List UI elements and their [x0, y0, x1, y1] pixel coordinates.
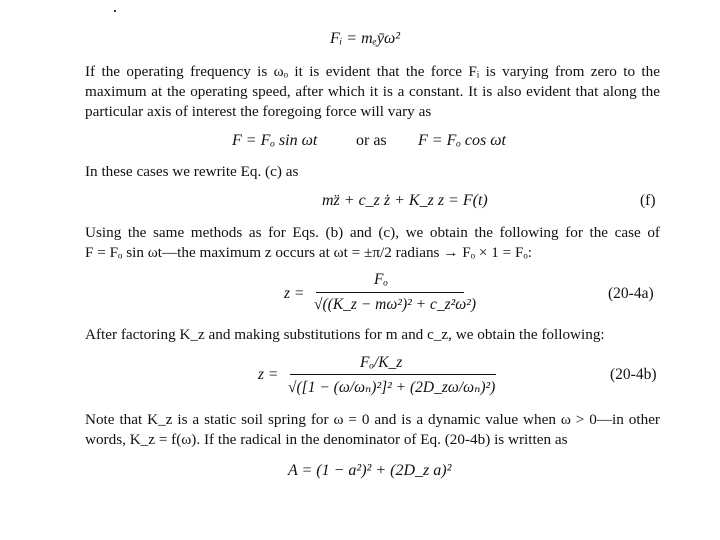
text-line: If the operating frequency is ωₒ it is evident that the force Fᵢ is varying from zero to the — [85, 63, 660, 80]
fraction-bar — [290, 374, 496, 375]
text-line: Note that K_z is a static soil spring for ω = 0 and is a dynamic value when ω > 0—in other — [85, 411, 660, 428]
text-line: In these cases we rewrite Eq. (c) as — [85, 163, 299, 180]
fraction-bar — [316, 292, 464, 293]
equation-force-sin: F = Fₒ sin ωt — [232, 132, 318, 149]
equation-force-cos: F = Fₒ cos ωt — [418, 132, 506, 149]
text-line: words, K_z = f(ω). If the radical in the denominator of Eq. (20-4b) is written as — [85, 431, 568, 448]
equation-lhs: z = — [258, 366, 279, 383]
equation-number: (20-4b) — [610, 366, 657, 383]
scan-speck — [114, 10, 116, 12]
fraction-denominator: √([1 − (ω/ωₙ)²]² + (2D_zω/ωₙ)²) — [288, 379, 496, 396]
equation-number: (f) — [640, 192, 656, 209]
text-line: F = Fₒ sin ωt—the maximum z occurs at ωt = ±π/2 radians → Fₒ × 1 = Fₒ: — [85, 244, 533, 261]
paragraph-operating-frequency — [85, 62, 660, 122]
text-line: After factoring K_z and making substitutions for m and c_z, we obtain the following: — [85, 326, 605, 343]
paragraph-factoring — [85, 325, 660, 345]
paragraph-methods — [85, 223, 660, 263]
text-line: Using the same methods as for Eqs. (b) and (c), we obtain the following for the case of — [85, 224, 660, 241]
equation-motion: mz̈ + c_z ż + K_z z = F(t) — [322, 192, 488, 209]
text-line: particular axis of interest the foregoing force will vary as — [85, 103, 432, 120]
fraction-numerator: Fₒ/K_z — [360, 354, 403, 371]
equation-number: (20-4a) — [608, 285, 654, 302]
equation-connector: or as — [356, 132, 387, 149]
paragraph-rewrite — [85, 162, 660, 182]
equation-lhs: z = — [284, 285, 305, 302]
equation-inertia-force: Fᵢ = mₑȳω² — [330, 30, 401, 47]
fraction-denominator: √((K_z − mω²)² + c_z²ω²) — [314, 296, 477, 313]
text-line: maximum at the operating speed, after which it is a constant. It is also evident that along the — [85, 83, 660, 100]
fraction-numerator: Fₒ — [374, 271, 388, 288]
equation-radical-A: A = (1 − a²)² + (2D_z a)² — [288, 462, 452, 479]
paragraph-soil-spring — [85, 410, 660, 450]
